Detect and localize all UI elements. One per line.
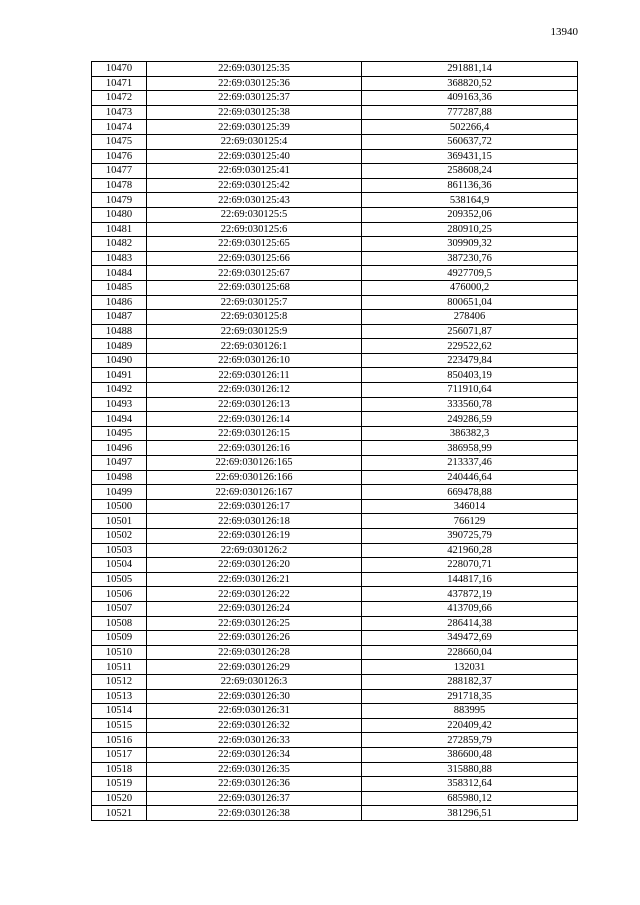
- cadastral-number-cell: 22:69:030125:68: [147, 280, 362, 295]
- row-number-cell: 10496: [92, 441, 147, 456]
- cadastral-value-cell: 228660,04: [362, 645, 578, 660]
- cadastral-value-cell: 213337,46: [362, 456, 578, 471]
- cadastral-value-cell: 240446,64: [362, 470, 578, 485]
- row-number-cell: 10476: [92, 149, 147, 164]
- table-row: [92, 295, 578, 310]
- table-row: [92, 76, 578, 91]
- cadastral-value-cell: 209352,06: [362, 207, 578, 222]
- row-number-cell: 10521: [92, 806, 147, 821]
- table-row: [92, 62, 578, 77]
- row-number-cell: 10497: [92, 456, 147, 471]
- cadastral-value-cell: 256071,87: [362, 324, 578, 339]
- table-row: [92, 777, 578, 792]
- table-row: [92, 499, 578, 514]
- cadastral-value-cell: 387230,76: [362, 251, 578, 266]
- table-row: [92, 164, 578, 179]
- table-row: [92, 514, 578, 529]
- table-row: [92, 601, 578, 616]
- table-row: [92, 762, 578, 777]
- cadastral-value-cell: 228070,71: [362, 558, 578, 573]
- cadastral-number-cell: 22:69:030125:4: [147, 134, 362, 149]
- cadastral-number-cell: 22:69:030125:40: [147, 149, 362, 164]
- table-row: [92, 543, 578, 558]
- cadastral-number-cell: 22:69:030125:42: [147, 178, 362, 193]
- cadastral-value-cell: 223479,84: [362, 353, 578, 368]
- cadastral-value-cell: 413709,66: [362, 601, 578, 616]
- cadastral-number-cell: 22:69:030126:32: [147, 718, 362, 733]
- table-row: [92, 616, 578, 631]
- cadastral-value-cell: 288182,37: [362, 674, 578, 689]
- cadastral-value-cell: 386382,3: [362, 426, 578, 441]
- row-number-cell: 10505: [92, 572, 147, 587]
- cadastral-value-cell: 229522,62: [362, 339, 578, 354]
- cadastral-value-table: [91, 61, 578, 821]
- table-row: [92, 251, 578, 266]
- cadastral-value-cell: 4927709,5: [362, 266, 578, 281]
- cadastral-number-cell: 22:69:030126:18: [147, 514, 362, 529]
- cadastral-value-cell: 346014: [362, 499, 578, 514]
- cadastral-number-cell: 22:69:030125:8: [147, 310, 362, 325]
- cadastral-number-cell: 22:69:030125:65: [147, 237, 362, 252]
- page-number: 13940: [550, 26, 578, 38]
- table-row: [92, 806, 578, 821]
- row-number-cell: 10494: [92, 412, 147, 427]
- row-number-cell: 10510: [92, 645, 147, 660]
- table-row: [92, 134, 578, 149]
- table-row: [92, 733, 578, 748]
- row-number-cell: 10487: [92, 310, 147, 325]
- row-number-cell: 10519: [92, 777, 147, 792]
- table-row: [92, 689, 578, 704]
- cadastral-number-cell: 22:69:030125:9: [147, 324, 362, 339]
- table-row: [92, 339, 578, 354]
- cadastral-number-cell: 22:69:030126:35: [147, 762, 362, 777]
- cadastral-value-cell: 883995: [362, 704, 578, 719]
- cadastral-value-cell: 386600,48: [362, 747, 578, 762]
- cadastral-number-cell: 22:69:030125:38: [147, 105, 362, 120]
- row-number-cell: 10518: [92, 762, 147, 777]
- cadastral-number-cell: 22:69:030126:14: [147, 412, 362, 427]
- cadastral-value-cell: 358312,64: [362, 777, 578, 792]
- cadastral-value-cell: 286414,38: [362, 616, 578, 631]
- table-row: [92, 587, 578, 602]
- cadastral-value-cell: 538164,9: [362, 193, 578, 208]
- row-number-cell: 10516: [92, 733, 147, 748]
- row-number-cell: 10498: [92, 470, 147, 485]
- cadastral-value-cell: 309909,32: [362, 237, 578, 252]
- cadastral-number-cell: 22:69:030126:165: [147, 456, 362, 471]
- row-number-cell: 10489: [92, 339, 147, 354]
- cadastral-number-cell: 22:69:030125:37: [147, 91, 362, 106]
- row-number-cell: 10483: [92, 251, 147, 266]
- cadastral-number-cell: 22:69:030125:41: [147, 164, 362, 179]
- row-number-cell: 10495: [92, 426, 147, 441]
- row-number-cell: 10477: [92, 164, 147, 179]
- cadastral-value-cell: 386958,99: [362, 441, 578, 456]
- cadastral-number-cell: 22:69:030126:2: [147, 543, 362, 558]
- cadastral-value-cell: 369431,15: [362, 149, 578, 164]
- row-number-cell: 10481: [92, 222, 147, 237]
- cadastral-number-cell: 22:69:030126:166: [147, 470, 362, 485]
- cadastral-value-cell: 291718,35: [362, 689, 578, 704]
- table-row: [92, 485, 578, 500]
- cadastral-value-cell: 421960,28: [362, 543, 578, 558]
- cadastral-number-cell: 22:69:030126:25: [147, 616, 362, 631]
- table-row: [92, 426, 578, 441]
- cadastral-value-cell: 777287,88: [362, 105, 578, 120]
- cadastral-value-cell: 381296,51: [362, 806, 578, 821]
- cadastral-value-cell: 685980,12: [362, 791, 578, 806]
- table-row: [92, 558, 578, 573]
- row-number-cell: 10486: [92, 295, 147, 310]
- cadastral-value-cell: 220409,42: [362, 718, 578, 733]
- row-number-cell: 10485: [92, 280, 147, 295]
- row-number-cell: 10517: [92, 747, 147, 762]
- cadastral-number-cell: 22:69:030126:26: [147, 631, 362, 646]
- cadastral-number-cell: 22:69:030125:5: [147, 207, 362, 222]
- table-row: [92, 266, 578, 281]
- cadastral-value-cell: 390725,79: [362, 529, 578, 544]
- cadastral-number-cell: 22:69:030126:22: [147, 587, 362, 602]
- table-row: [92, 674, 578, 689]
- row-number-cell: 10515: [92, 718, 147, 733]
- table-row: [92, 718, 578, 733]
- table-row: [92, 120, 578, 135]
- table-row: [92, 441, 578, 456]
- cadastral-value-cell: 476000,2: [362, 280, 578, 295]
- row-number-cell: 10479: [92, 193, 147, 208]
- table-row: [92, 456, 578, 471]
- table-row: [92, 324, 578, 339]
- row-number-cell: 10492: [92, 383, 147, 398]
- table-row: [92, 105, 578, 120]
- row-number-cell: 10472: [92, 91, 147, 106]
- cadastral-number-cell: 22:69:030126:29: [147, 660, 362, 675]
- table-row: [92, 207, 578, 222]
- cadastral-number-cell: 22:69:030125:35: [147, 62, 362, 77]
- cadastral-value-cell: 132031: [362, 660, 578, 675]
- cadastral-value-cell: 278406: [362, 310, 578, 325]
- cadastral-number-cell: 22:69:030125:36: [147, 76, 362, 91]
- row-number-cell: 10493: [92, 397, 147, 412]
- cadastral-number-cell: 22:69:030126:21: [147, 572, 362, 587]
- row-number-cell: 10502: [92, 529, 147, 544]
- table-row: [92, 237, 578, 252]
- cadastral-number-cell: 22:69:030126:37: [147, 791, 362, 806]
- table-row: [92, 397, 578, 412]
- cadastral-number-cell: 22:69:030126:167: [147, 485, 362, 500]
- cadastral-number-cell: 22:69:030126:12: [147, 383, 362, 398]
- cadastral-number-cell: 22:69:030126:20: [147, 558, 362, 573]
- table-row: [92, 178, 578, 193]
- cadastral-number-cell: 22:69:030125:67: [147, 266, 362, 281]
- cadastral-value-cell: 850403,19: [362, 368, 578, 383]
- cadastral-number-cell: 22:69:030125:6: [147, 222, 362, 237]
- cadastral-value-cell: 560637,72: [362, 134, 578, 149]
- row-number-cell: 10470: [92, 62, 147, 77]
- table-row: [92, 791, 578, 806]
- table-row: [92, 149, 578, 164]
- table-row: [92, 222, 578, 237]
- cadastral-value-cell: 409163,36: [362, 91, 578, 106]
- cadastral-number-cell: 22:69:030126:17: [147, 499, 362, 514]
- cadastral-number-cell: 22:69:030126:16: [147, 441, 362, 456]
- cadastral-number-cell: 22:69:030126:10: [147, 353, 362, 368]
- row-number-cell: 10473: [92, 105, 147, 120]
- cadastral-number-cell: 22:69:030126:34: [147, 747, 362, 762]
- cadastral-value-cell: 437872,19: [362, 587, 578, 602]
- cadastral-value-cell: 258608,24: [362, 164, 578, 179]
- cadastral-value-cell: 272859,79: [362, 733, 578, 748]
- cadastral-number-cell: 22:69:030126:28: [147, 645, 362, 660]
- table-row: [92, 747, 578, 762]
- cadastral-value-cell: 291881,14: [362, 62, 578, 77]
- row-number-cell: 10503: [92, 543, 147, 558]
- row-number-cell: 10482: [92, 237, 147, 252]
- row-number-cell: 10509: [92, 631, 147, 646]
- cadastral-number-cell: 22:69:030126:36: [147, 777, 362, 792]
- row-number-cell: 10511: [92, 660, 147, 675]
- table-row: [92, 572, 578, 587]
- table-row: [92, 412, 578, 427]
- cadastral-number-cell: 22:69:030126:31: [147, 704, 362, 719]
- row-number-cell: 10514: [92, 704, 147, 719]
- table-row: [92, 383, 578, 398]
- cadastral-value-cell: 800651,04: [362, 295, 578, 310]
- cadastral-value-cell: 368820,52: [362, 76, 578, 91]
- row-number-cell: 10478: [92, 178, 147, 193]
- row-number-cell: 10475: [92, 134, 147, 149]
- table-row: [92, 310, 578, 325]
- cadastral-number-cell: 22:69:030126:1: [147, 339, 362, 354]
- row-number-cell: 10490: [92, 353, 147, 368]
- cadastral-value-cell: 333560,78: [362, 397, 578, 412]
- table-row: [92, 193, 578, 208]
- table-row: [92, 660, 578, 675]
- table-row: [92, 91, 578, 106]
- table-row: [92, 529, 578, 544]
- table-row: [92, 704, 578, 719]
- table-body: [92, 62, 578, 821]
- cadastral-number-cell: 22:69:030126:19: [147, 529, 362, 544]
- cadastral-value-cell: 280910,25: [362, 222, 578, 237]
- cadastral-value-cell: 349472,69: [362, 631, 578, 646]
- cadastral-value-cell: 711910,64: [362, 383, 578, 398]
- cadastral-number-cell: 22:69:030126:30: [147, 689, 362, 704]
- row-number-cell: 10484: [92, 266, 147, 281]
- row-number-cell: 10474: [92, 120, 147, 135]
- cadastral-number-cell: 22:69:030126:15: [147, 426, 362, 441]
- row-number-cell: 10506: [92, 587, 147, 602]
- cadastral-number-cell: 22:69:030126:33: [147, 733, 362, 748]
- row-number-cell: 10512: [92, 674, 147, 689]
- row-number-cell: 10513: [92, 689, 147, 704]
- table-row: [92, 353, 578, 368]
- table-row: [92, 470, 578, 485]
- cadastral-number-cell: 22:69:030125:66: [147, 251, 362, 266]
- row-number-cell: 10491: [92, 368, 147, 383]
- cadastral-value-cell: 315880,88: [362, 762, 578, 777]
- row-number-cell: 10500: [92, 499, 147, 514]
- table-row: [92, 280, 578, 295]
- row-number-cell: 10504: [92, 558, 147, 573]
- row-number-cell: 10499: [92, 485, 147, 500]
- cadastral-value-cell: 766129: [362, 514, 578, 529]
- cadastral-number-cell: 22:69:030125:7: [147, 295, 362, 310]
- table-row: [92, 368, 578, 383]
- cadastral-number-cell: 22:69:030126:3: [147, 674, 362, 689]
- cadastral-value-cell: 249286,59: [362, 412, 578, 427]
- cadastral-number-cell: 22:69:030126:38: [147, 806, 362, 821]
- cadastral-value-cell: 861136,36: [362, 178, 578, 193]
- cadastral-value-cell: 669478,88: [362, 485, 578, 500]
- cadastral-number-cell: 22:69:030125:39: [147, 120, 362, 135]
- cadastral-number-cell: 22:69:030125:43: [147, 193, 362, 208]
- cadastral-value-cell: 502266,4: [362, 120, 578, 135]
- table-row: [92, 631, 578, 646]
- cadastral-number-cell: 22:69:030126:24: [147, 601, 362, 616]
- row-number-cell: 10501: [92, 514, 147, 529]
- cadastral-number-cell: 22:69:030126:13: [147, 397, 362, 412]
- row-number-cell: 10480: [92, 207, 147, 222]
- row-number-cell: 10488: [92, 324, 147, 339]
- cadastral-number-cell: 22:69:030126:11: [147, 368, 362, 383]
- row-number-cell: 10471: [92, 76, 147, 91]
- table-row: [92, 645, 578, 660]
- row-number-cell: 10507: [92, 601, 147, 616]
- row-number-cell: 10508: [92, 616, 147, 631]
- cadastral-value-cell: 144817,16: [362, 572, 578, 587]
- row-number-cell: 10520: [92, 791, 147, 806]
